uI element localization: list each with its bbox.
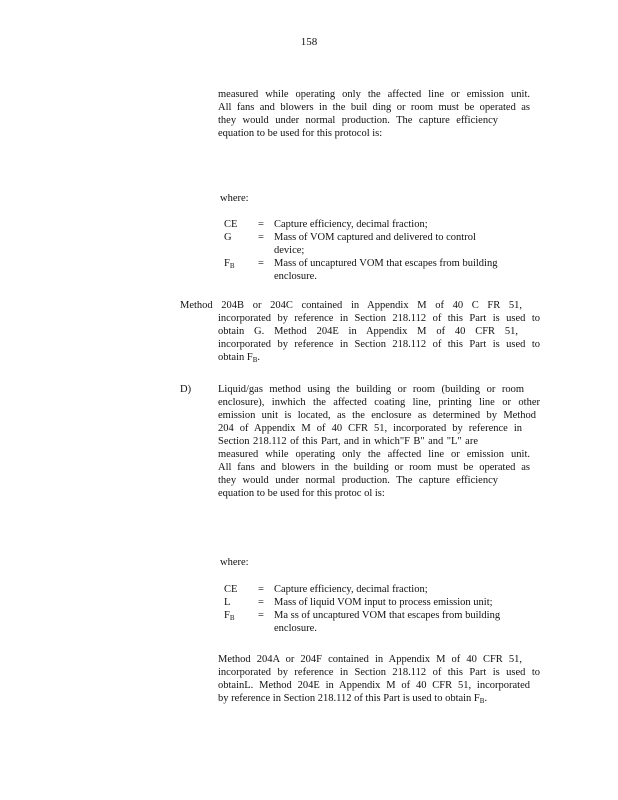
equals-sign: =	[258, 258, 264, 269]
definitions-list	[224, 218, 529, 283]
definition-fb	[224, 609, 529, 635]
item-label-d: D)	[180, 384, 192, 395]
definition-text: Capture efficiency, decimal fraction;	[274, 219, 428, 230]
text-line: All fans and blowers in the buil ding or room must be operated as	[218, 102, 530, 113]
equals-sign: =	[258, 597, 264, 608]
text-line: obtainL. Method 204E in Appendix M of 40 CFR 51, incorporated	[218, 680, 530, 691]
text-line: equation to be used for this protoc ol is:	[218, 488, 385, 499]
text-line: Method 204A or 204F contained in Appendix M of 40 CFR 51,	[218, 654, 522, 665]
text-line: measured while operating only the affected line or emission unit.	[218, 449, 530, 460]
text-line: they would under normal production. The capture efficiency	[218, 475, 498, 486]
definition-symbol: G	[224, 232, 232, 243]
definition-fb	[224, 257, 529, 283]
text-line: 204 of Appendix M of 40 CFR 51, incorporated by reference in	[218, 423, 522, 434]
text-line: Method 204B or 204C contained in Appendix M of 40 C FR 51,	[180, 300, 522, 311]
definition-symbol: $F_B$	[224, 258, 235, 270]
paragraph-capture-measurement	[218, 88, 530, 140]
paragraph-item-d	[218, 383, 540, 500]
definition-l	[224, 596, 529, 609]
where-label: where:	[220, 193, 249, 204]
text-line: obtain G. Method 204E in Appendix M of 40 CFR 51,	[218, 326, 518, 337]
paragraph-method-g	[180, 299, 540, 364]
definition-text: Mass of VOM captured and delivered to control device;	[274, 232, 476, 256]
equals-sign: =	[258, 219, 264, 230]
text-line: incorporated by reference in Section 218.112 of this Part is used to	[218, 339, 540, 350]
definition-symbol: $F_B$	[224, 610, 235, 622]
text-line: they would under normal production. The capture efficiency	[218, 115, 498, 126]
text-line: obtain $F_B$.	[218, 352, 261, 364]
definition-symbol: CE	[224, 584, 238, 595]
text-line: emission unit is located, as the enclosure as determined by Method	[218, 410, 536, 421]
text-line: Section 218.112 of this Part, and in which"F B" and "L" are	[218, 436, 478, 447]
page-number: 158	[300, 36, 318, 48]
paragraph-method-l	[218, 653, 540, 705]
text-line: equation to be used for this protocol is:	[218, 128, 383, 139]
text-line: incorporated by reference in Section 218.112 of this Part is used to	[218, 313, 540, 324]
definition-symbol: CE	[224, 219, 238, 230]
where-label: where:	[220, 557, 249, 568]
text-line: All fans and blowers in the building or room must be operated as	[218, 462, 530, 473]
definition-text: Mass of uncaptured VOM that escapes from building enclosure.	[274, 258, 498, 282]
definition-g	[224, 231, 529, 257]
text-line: by reference in Section 218.112 of this Part is used to obtain $F_B$.	[218, 693, 488, 705]
definition-symbol: L	[224, 597, 231, 608]
text-line: incorporated by reference in Section 218.112 of this Part is used to	[218, 667, 540, 678]
definition-text: Mass of liquid VOM input to process emission unit;	[274, 597, 493, 608]
equals-sign: =	[258, 584, 264, 595]
text-line: enclosure), inwhich the affected coating line, printing line or other	[218, 397, 540, 408]
equals-sign: =	[258, 232, 264, 243]
definitions-list	[224, 583, 529, 635]
definition-ce	[224, 583, 529, 596]
definition-text: Ma ss of uncaptured VOM that escapes from building enclosure.	[274, 610, 501, 634]
definition-text: Capture efficiency, decimal fraction;	[274, 584, 428, 595]
definition-ce	[224, 218, 529, 231]
text-line: measured while operating only the affected line or emission unit.	[218, 89, 530, 100]
text-line: Liquid/gas method using the building or room (building or room	[218, 384, 524, 395]
equals-sign: =	[258, 610, 264, 621]
